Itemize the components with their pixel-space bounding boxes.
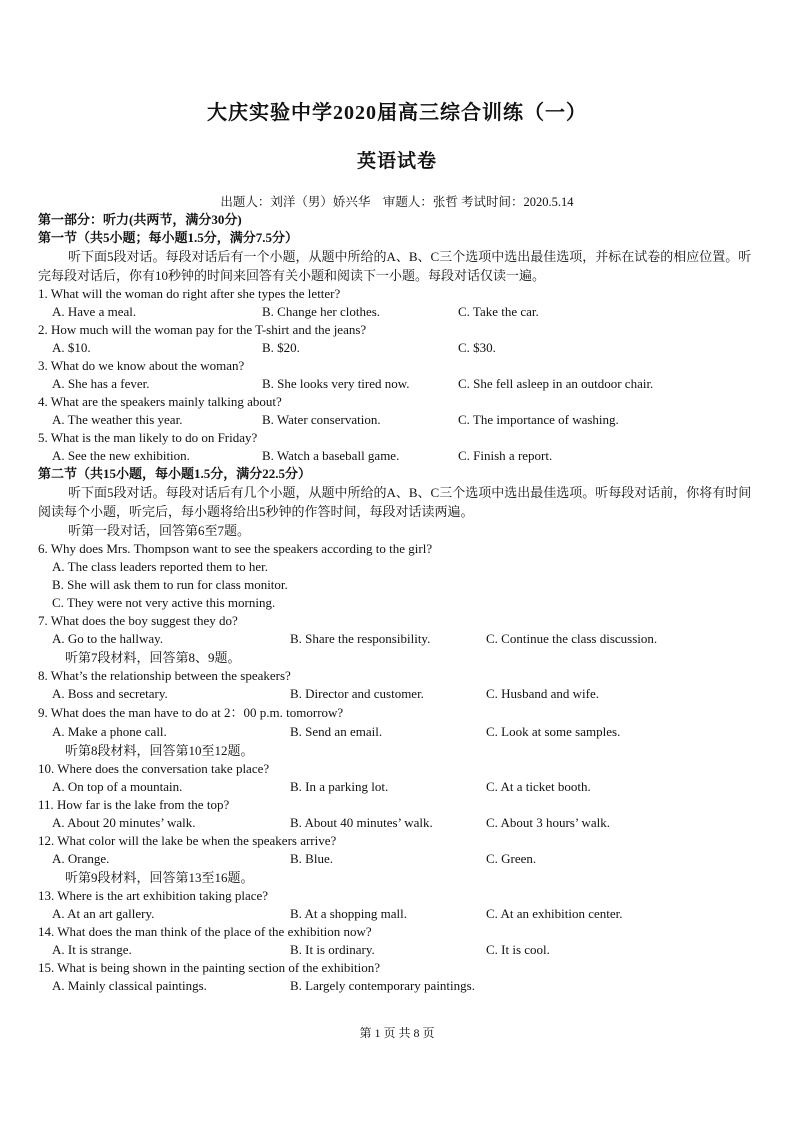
option-a: A. The class leaders reported them to her. (52, 559, 268, 574)
option-a: A. See the new exhibition. (52, 448, 190, 463)
option-c: C. $30. (458, 340, 496, 355)
question-stem: 10. Where does the conversation take place? (38, 761, 270, 776)
option-c: C. Finish a report. (458, 448, 553, 463)
option-b: B. Send an email. (290, 724, 383, 739)
option-c: C. At an exhibition center. (486, 906, 623, 921)
page-subtitle: 英语试卷 (356, 151, 437, 172)
question-options (38, 411, 760, 429)
question-options (38, 375, 760, 393)
option-b: B. She looks very tired now. (262, 376, 410, 391)
option-b: B. In a parking lot. (290, 779, 389, 794)
option-a: A. At an art gallery. (52, 906, 155, 921)
option-a: A. Have a meal. (52, 304, 137, 319)
question-options (38, 339, 760, 357)
question-stem: 5. What is the man likely to do on Friday? (38, 430, 258, 445)
question-options (38, 977, 760, 995)
question-options (38, 447, 760, 465)
section1-instructions-text: 听下面5段对话。每段对话后有一个小题，从题中所给的A、B、C三个选项中选出最佳选项，并标在试卷的相应位置。听完每段对话后，你有10秒钟的时间来回答有关小题和阅读下一小题。每段对话仅读一遍。 (38, 249, 752, 283)
exam-meta: 出题人：刘洋（男）娇兴华 审题人：张哲 考试时间：2020.5.14 (220, 195, 574, 209)
section-note: 听第8段材料，回答第10至12题。 (65, 743, 254, 758)
question-options (38, 814, 760, 832)
question-options (38, 630, 760, 648)
exam-body (38, 210, 760, 995)
option-c: C. Take the car. (458, 304, 539, 319)
option-b: B. She will ask them to run for class monitor. (52, 577, 288, 592)
question-stem: 13. Where is the art exhibition taking place? (38, 888, 269, 903)
section2-instructions (38, 483, 760, 521)
question-stem: 2. How much will the woman pay for the T-shirt and the jeans? (38, 322, 367, 337)
question-stem: 15. What is being shown in the painting section of the exhibition? (38, 960, 381, 975)
option-c: C. Look at some samples. (486, 724, 621, 739)
question-stem: 12. What color will the lake be when the speakers arrive? (38, 833, 337, 848)
option-c: C. She fell asleep in an outdoor chair. (458, 376, 654, 391)
option-c: C. Husband and wife. (486, 686, 600, 701)
option-a: A. She has a fever. (52, 376, 150, 391)
question-stem: 9. What does the man have to do at 2：00 p.m. tomorrow? (38, 705, 344, 720)
section-note: 听第9段材料，回答第13至16题。 (65, 870, 254, 885)
option-c: C. They were not very active this morning. (52, 595, 276, 610)
question-stem: 7. What does the boy suggest they do? (38, 613, 238, 628)
option-b: B. Change her clothes. (262, 304, 381, 319)
section1-instructions (38, 247, 760, 285)
section1-heading: 第一节（共5小题；每小题1.5分，满分7.5分） (38, 230, 299, 245)
option-a: A. On top of a mountain. (52, 779, 183, 794)
part1-heading: 第一部分：听力(共两节，满分30分) (38, 212, 242, 227)
question-stem: 3. What do we know about the woman? (38, 358, 245, 373)
question-options (38, 722, 760, 741)
option-a: A. It is strange. (52, 942, 132, 957)
option-c: C. Green. (486, 851, 537, 866)
option-c: C. At a ticket booth. (486, 779, 591, 794)
question-options (38, 303, 760, 321)
section2-instructions-text: 听下面5段对话。每段对话后有几个小题，从题中所给的A、B、C三个选项中选出最佳选项。听每段对话前，你将有时间阅读每个小题，听完后，每小题将给出5秒钟的作答时间，每段对话读两遍。 (38, 485, 752, 519)
section2-heading: 第二节（共15小题，每小题1.5分，满分22.5分） (38, 466, 312, 481)
question-options (38, 685, 760, 703)
option-c: C. About 3 hours’ walk. (486, 815, 610, 830)
question-options (38, 941, 760, 959)
page-number: 第 1 页 共 8 页 (359, 1026, 435, 1040)
option-b: B. At a shopping mall. (290, 906, 407, 921)
option-a: A. Go to the hallway. (52, 631, 164, 646)
option-c: C. It is cool. (486, 942, 550, 957)
question-stem: 1. What will the woman do right after she types the letter? (38, 286, 341, 301)
option-a: A. The weather this year. (52, 412, 183, 427)
option-b: B. Water conservation. (262, 412, 381, 427)
option-b: B. Director and customer. (290, 686, 424, 701)
option-a: A. Orange. (52, 851, 110, 866)
option-a: A. Mainly classical paintings. (52, 978, 207, 993)
question-stem: 8. What’s the relationship between the speakers? (38, 668, 291, 683)
option-b: B. Largely contemporary paintings. (290, 978, 475, 993)
option-b: B. It is ordinary. (290, 942, 375, 957)
option-a: A. About 20 minutes’ walk. (52, 815, 196, 830)
section-note: 听第7段材料，回答第8、9题。 (65, 650, 241, 665)
question-options (38, 778, 760, 796)
option-a: A. Make a phone call. (52, 724, 167, 739)
option-b: B. Blue. (290, 851, 333, 866)
option-a: A. $10. (52, 340, 91, 355)
section-note: 听第一段对话，回答第6至7题。 (68, 523, 251, 538)
question-options (38, 850, 760, 868)
option-a: A. Boss and secretary. (52, 686, 168, 701)
question-stem: 6. Why does Mrs. Thompson want to see the speakers according to the girl? (38, 541, 433, 556)
option-b: B. About 40 minutes’ walk. (290, 815, 433, 830)
page-title: 大庆实验中学2020届高三综合训练（一） (207, 102, 587, 124)
question-stem: 4. What are the speakers mainly talking about? (38, 394, 282, 409)
option-b: B. Watch a baseball game. (262, 448, 400, 463)
question-stem: 11. How far is the lake from the top? (38, 797, 230, 812)
option-b: B. Share the responsibility. (290, 631, 431, 646)
question-options (38, 905, 760, 923)
option-b: B. $20. (262, 340, 300, 355)
option-c: C. Continue the class discussion. (486, 631, 658, 646)
question-stem: 14. What does the man think of the place of the exhibition now? (38, 924, 372, 939)
option-c: C. The importance of washing. (458, 412, 619, 427)
